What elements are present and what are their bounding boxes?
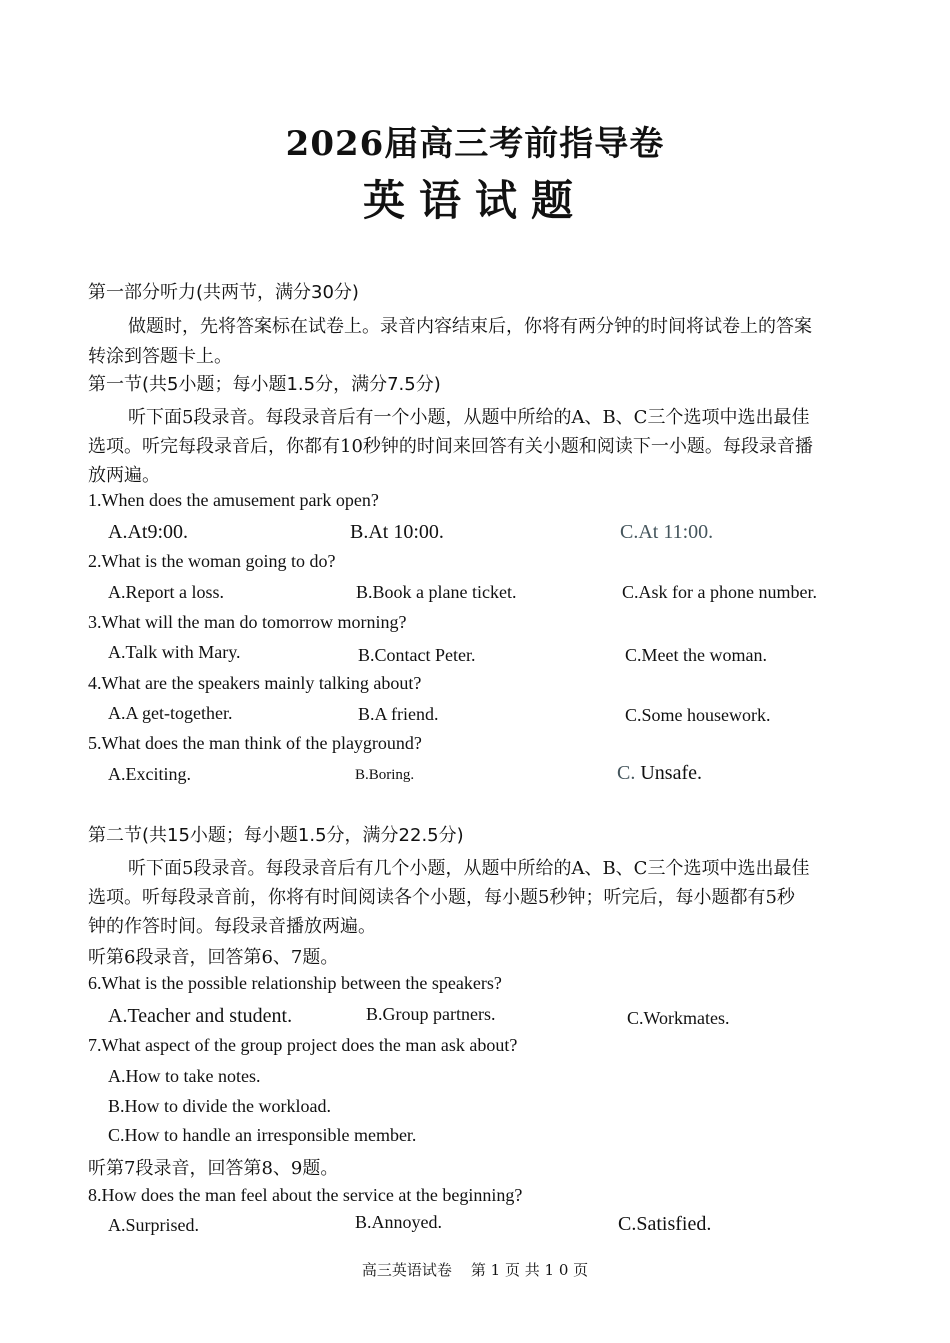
- q6-option-a: A.Teacher and student.: [108, 1005, 293, 1027]
- section2-heading: 第二节(共15小题；每小题1.5分，满分22.5分): [88, 825, 464, 846]
- exam-title: 2026届高三考前指导卷: [285, 124, 665, 164]
- q5-option-c: [617, 762, 702, 785]
- section2-intro-line2: 选项。听每段录音前，你将有时间阅读各个小题，每小题5秒钟；听完后，每小题都有5秒: [88, 887, 795, 908]
- question-6: 6.What is the possible relationship between the speakers?: [88, 973, 502, 993]
- q3-option-a: A.Talk with Mary.: [108, 642, 241, 662]
- q3-option-b: B.Contact Peter.: [358, 645, 476, 665]
- q6-option-c: C.Workmates.: [627, 1008, 730, 1028]
- q1-option-a: A.At9:00.: [108, 521, 188, 543]
- question-1: 1.When does the amusement park open?: [88, 490, 379, 510]
- section1-intro-line1: 听下面5段录音。每段录音后有一个小题，从题中所给的A、B、C三个选项中选出最佳: [128, 407, 810, 428]
- section1-intro-line2: 选项。听完每段录音后，你都有10秒钟的时间来回答有关小题和阅读下一小题。每段录音播: [88, 436, 813, 457]
- q4-option-b: B.A friend.: [358, 704, 439, 724]
- page-footer: 高三英语试卷 第 1 页 共 1 0 页: [361, 1261, 589, 1279]
- question-7: 7.What aspect of the group project does the man ask about?: [88, 1035, 518, 1055]
- q8-option-b: B.Annoyed.: [355, 1212, 442, 1232]
- section1-intro-line3: 放两遍。: [88, 465, 160, 486]
- q8-option-c: C.Satisfied.: [618, 1213, 712, 1235]
- question-5: 5.What does the man think of the playground?: [88, 733, 422, 753]
- part1-intro-line2: 转涂到答题卡上。: [88, 346, 232, 367]
- q2-option-a: A.Report a loss.: [108, 582, 224, 602]
- q7-option-b: B.How to divide the workload.: [108, 1096, 331, 1116]
- question-8: 8.How does the man feel about the service at the beginning?: [88, 1185, 523, 1205]
- q4-option-c: C.Some housework.: [625, 705, 771, 725]
- question-4: 4.What are the speakers mainly talking about?: [88, 673, 422, 693]
- q2-option-b: B.Book a plane ticket.: [356, 582, 517, 602]
- listen-instruction-7: 听第7段录音，回答第8、9题。: [88, 1158, 339, 1179]
- q5-option-a: A.Exciting.: [108, 764, 191, 784]
- section1-heading: 第一节(共5小题；每小题1.5分，满分7.5分): [88, 374, 441, 395]
- section2-intro-line3: 钟的作答时间。每段录音播放两遍。: [88, 916, 376, 937]
- part1-intro-line1: 做题时，先将答案标在试卷上。录音内容结束后，你将有两分钟的时间将试卷上的答案: [128, 316, 812, 337]
- q3-option-c: C.Meet the woman.: [625, 645, 767, 665]
- q6-option-b: B.Group partners.: [366, 1004, 496, 1024]
- q5-option-b: B.Boring.: [355, 767, 415, 783]
- question-3: 3.What will the man do tomorrow morning?: [88, 612, 407, 632]
- q1-option-b: B.At 10:00.: [350, 521, 444, 543]
- subject-title: 英语试题: [362, 176, 587, 225]
- listen-instruction-6: 听第6段录音，回答第6、7题。: [88, 947, 339, 968]
- q5-option-c-text: Unsafe.: [635, 762, 702, 784]
- section2-intro-line1: 听下面5段录音。每段录音后有几个小题，从题中所给的A、B、C三个选项中选出最佳: [128, 858, 810, 879]
- q5-option-c-letter: C.: [617, 762, 636, 784]
- q2-option-c: C.Ask for a phone number.: [622, 582, 817, 602]
- q8-option-a: A.Surprised.: [108, 1215, 199, 1235]
- q7-option-c: C.How to handle an irresponsible member.: [108, 1125, 417, 1145]
- part1-heading: 第一部分听力(共两节，满分30分): [88, 282, 359, 303]
- question-2: 2.What is the woman going to do?: [88, 551, 336, 571]
- q4-option-a: A.A get-together.: [108, 703, 233, 723]
- q7-option-a: A.How to take notes.: [108, 1066, 261, 1086]
- q1-option-c: C.At 11:00.: [620, 521, 714, 543]
